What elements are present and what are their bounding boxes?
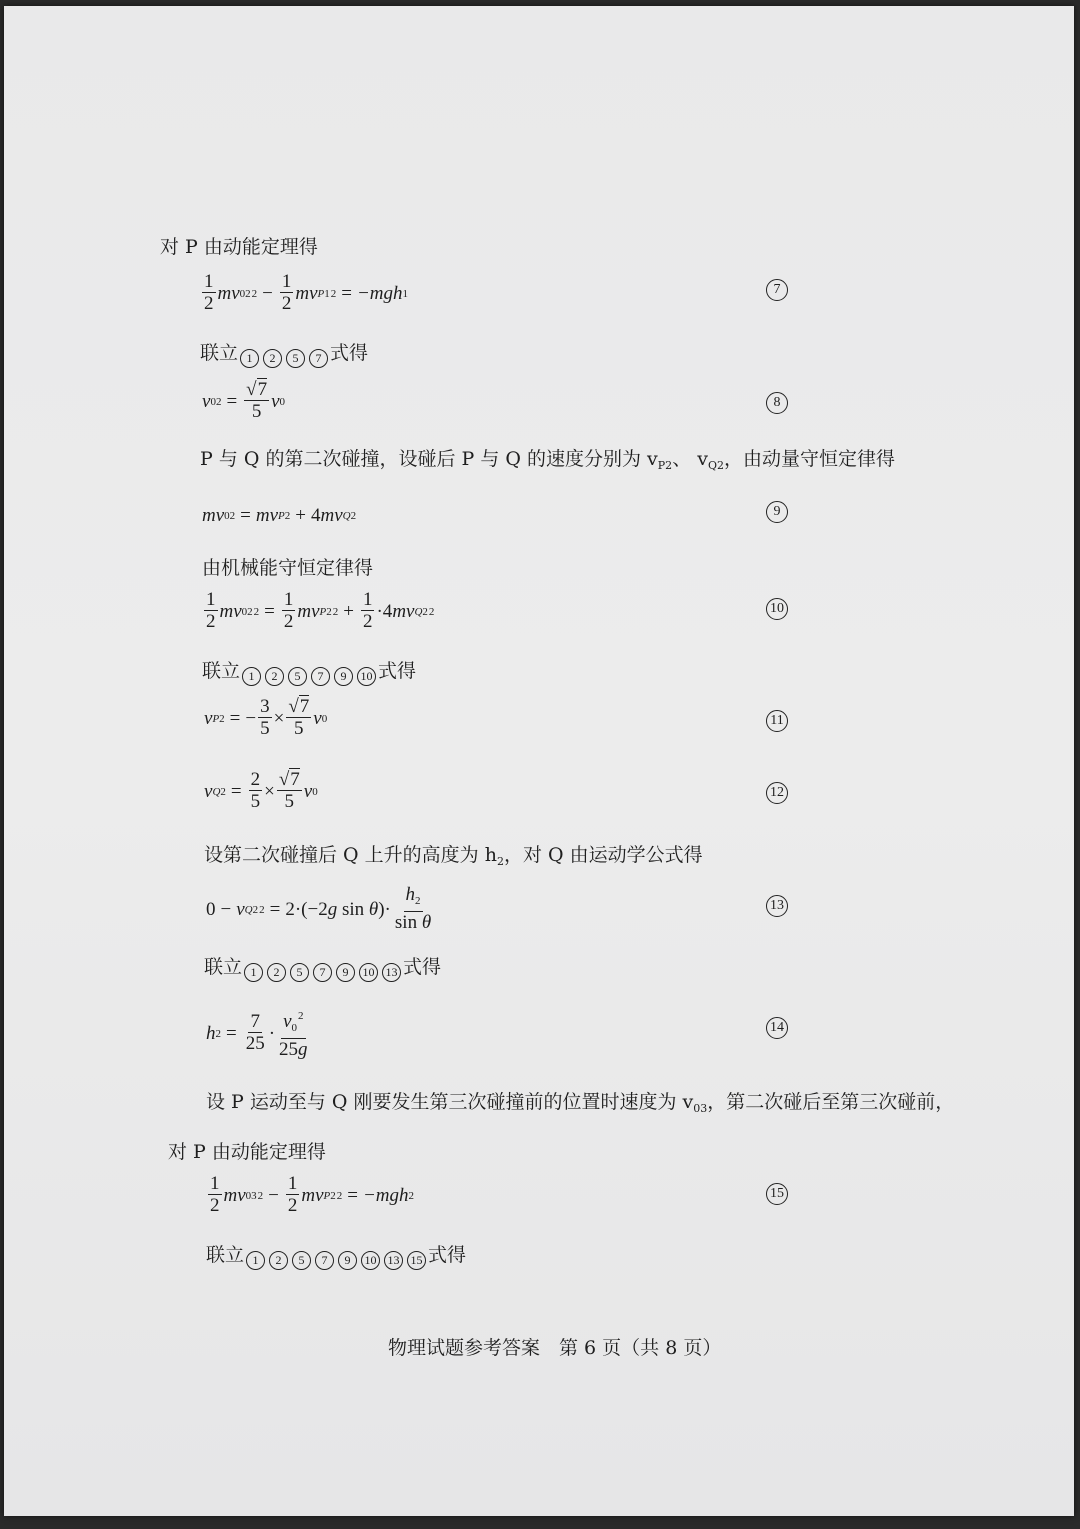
text-line-16: 设 P 运动至与 Q 刚要发生第三次碰撞前的位置时速度为 $v_{03}$，第二次碰后至第三次碰前， [206,1091,955,1115]
text-line-5: P 与 Q 的第二次碰撞，设碰后 P 与 Q 的速度分别为 $v_{P2}$、 $v_{Q2}$，由动量守恒定律得 [200,448,896,472]
equation-12: v Q2 = $\frac{2}{5}$ × $\frac{√7}{5}$ v 0 [204,769,318,812]
equation-number-12: 12 [766,782,788,804]
text-line-7: 由机械能守恒定律得 [202,557,374,579]
equation-number-11: 11 [766,710,788,732]
text-line-12: 设第二次碰撞后 Q 上升的高度为 $h_2$，对 Q 由运动学公式得 [204,844,703,868]
text-line-3: 联立 1 2 5 7 式得 [200,338,368,368]
equation-8: v 02 = $\frac{√7}{5}$ v 0 [202,379,286,422]
text-line-9: 联立 1 2 5 7 9 10 式得 [202,656,416,686]
equation-14: h 2 = $\frac{7}{25}$ · $\frac{v_0^2}{25g}$ [206,1006,312,1061]
equation-number-9: 9 [766,501,788,523]
equation-9: mv 02 = mv P2 + 4 mv Q2 [202,505,357,526]
page-footer: 物理试题参考答案 第 6 页（共 8 页） [388,1337,722,1359]
text-line-1: 对 P 由动能定理得 [160,236,318,258]
equation-number-14: 14 [766,1017,788,1039]
equation-number-15: 15 [766,1183,788,1205]
equation-10: $\frac{1}{2}$ mv 02 2 = $\frac{1}{2}$ mv P2 2 + $\frac{1}{2}$ ·4 mv Q2 2 [206,589,435,632]
equation-15: $\frac{1}{2}$ mv 03 2 − $\frac{1}{2}$ mv P2 2 = −mgh 2 [210,1173,415,1216]
text-line-19: 联立 1 2 5 7 9 10 13 15 式得 [206,1240,466,1270]
equation-number-10: 10 [766,598,788,620]
equation-number-8: 8 [766,392,788,414]
equation-number-13: 13 [766,895,788,917]
equation-11: v P2 = − $\frac{3}{5}$ × $\frac{√7}{5}$ v 0 [204,696,328,739]
text-line-14: 联立 1 2 5 7 9 10 13 式得 [204,952,441,982]
equation-7: $\frac{1}{2}$ mv 02 2 − $\frac{1}{2}$ mv P1 2 = −mgh 1 [204,271,409,314]
equation-13: 0 − v Q2 2 = 2·(−2 g sin θ )· $\frac{h_2}{\text{sin θ}}$ [206,884,432,933]
equation-number-7: 7 [766,279,788,301]
text-line-17: 对 P 由动能定理得 [168,1141,326,1163]
